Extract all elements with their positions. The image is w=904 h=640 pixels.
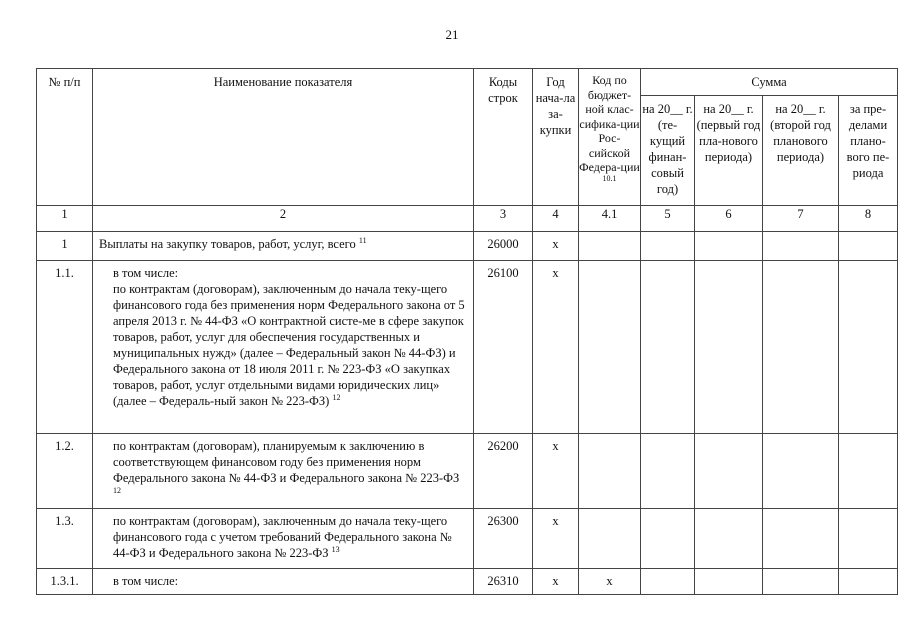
row-year: x: [533, 434, 579, 509]
sum-cell: [839, 232, 898, 261]
column-number: 4: [533, 206, 579, 232]
sum-cell: [641, 232, 695, 261]
row-number: 1.1.: [37, 261, 93, 434]
row-name-text: в том числе:: [113, 574, 179, 588]
row-name-text: в том числе: по контрактам (договорам), заключенным до начала теку-щего финансового года без применения норм Федерального закона от 5 апреля 2013 г. № 44-ФЗ «О контрактной систе-ме в сфере закупок товаров, работ, услуг для обеспечения государственных и муниципальных нужд» (далее – Федеральный закон № 44-ФЗ) и Федерального закона от 18 июля 2011 г. № 223-ФЗ «О закупках товаров, работ, услуг отдельными видами юридических лиц» (далее – Федераль-ный закон № 223-ФЗ): [113, 266, 465, 408]
header-col-year: Год нача-ла за-купки: [533, 69, 579, 206]
sum-cell: [641, 434, 695, 509]
row-footnote: 13: [331, 544, 340, 554]
row-year: x: [533, 261, 579, 434]
row-name: [93, 569, 474, 595]
sum-cell: [839, 261, 898, 434]
header-col-code: Коды строк: [474, 69, 533, 206]
row-name: [93, 434, 474, 509]
sum-cell: [695, 509, 763, 569]
page-number: 21: [445, 27, 459, 42]
column-number: 4.1: [579, 206, 641, 232]
row-code: 26200: [474, 434, 533, 509]
row-footnote: 12: [332, 392, 341, 402]
sum-cell: [695, 232, 763, 261]
column-number: 2: [93, 206, 474, 232]
sum-cell: [641, 509, 695, 569]
row-name-text: Выплаты на закупку товаров, работ, услуг, всего: [99, 237, 356, 251]
sum-cell: [763, 569, 839, 595]
header-sum-first-plan-year: на 20__ г. (первый год пла-нового периода): [695, 96, 763, 206]
row-footnote: 12: [113, 485, 121, 495]
sum-cell: [641, 569, 695, 595]
header-sum-current-year: на 20__ г. (те-кущий финан-совый год): [641, 96, 695, 206]
sum-cell: [695, 261, 763, 434]
row-kbk: x: [579, 569, 641, 595]
table-row: [37, 569, 898, 595]
row-number: 1.3.1.: [37, 569, 93, 595]
header-col-num: № п/п: [37, 69, 93, 206]
table-row: [37, 232, 898, 261]
row-code: 26100: [474, 261, 533, 434]
row-kbk: [579, 434, 641, 509]
row-name: [93, 261, 474, 434]
header-col-name: Наименование показателя: [93, 69, 474, 206]
sum-cell: [763, 509, 839, 569]
sum-cell: [839, 509, 898, 569]
row-code: 26310: [474, 569, 533, 595]
header-sum-second-plan-year: на 20__ г. (второй год планового периода): [763, 96, 839, 206]
row-kbk: [579, 509, 641, 569]
column-number: 5: [641, 206, 695, 232]
row-name-text: по контрактам (договорам), планируемым к заключению в соответствующем финансовом году без применения норм Федерального закона № 44-ФЗ и Федерального закона № 223-ФЗ: [113, 439, 460, 485]
header-row-top: [37, 69, 898, 96]
sum-cell: [641, 261, 695, 434]
column-numbers-row: [37, 206, 898, 232]
header-col-kbk-text: Код по бюджет-ной клас-сифика-ции Рос-сийской Федера-ции: [579, 73, 640, 174]
row-kbk: [579, 261, 641, 434]
sum-cell: [763, 434, 839, 509]
column-number: 7: [763, 206, 839, 232]
sum-cell: [839, 434, 898, 509]
header-col-kbk-note: 10.1: [602, 173, 617, 183]
sum-cell: [763, 232, 839, 261]
header-sum-beyond-plan: за пре-делами плано-вого пе-риода: [839, 96, 898, 206]
row-name-text: по контрактам (договорам), заключенным до начала теку-щего финансового года с учетом требований Федерального закона № 44-ФЗ и Федерального закона № 223-ФЗ: [113, 514, 452, 560]
table-row: [37, 434, 898, 509]
sum-cell: [695, 434, 763, 509]
row-kbk: [579, 232, 641, 261]
column-number: 3: [474, 206, 533, 232]
header-col-sum: Сумма: [641, 69, 898, 96]
expenditure-table: [36, 68, 898, 595]
table-row: [37, 261, 898, 434]
row-year: x: [533, 509, 579, 569]
table-row: [37, 509, 898, 569]
row-name: [93, 509, 474, 569]
column-number: 1: [37, 206, 93, 232]
header-col-kbk: [579, 69, 641, 206]
column-number: 8: [839, 206, 898, 232]
column-number: 6: [695, 206, 763, 232]
row-code: 26000: [474, 232, 533, 261]
sum-cell: [839, 569, 898, 595]
row-code: 26300: [474, 509, 533, 569]
row-year: x: [533, 569, 579, 595]
sum-cell: [763, 261, 839, 434]
sum-cell: [695, 569, 763, 595]
row-number: 1: [37, 232, 93, 261]
row-footnote: 11: [358, 235, 367, 245]
row-year: x: [533, 232, 579, 261]
row-name: [93, 232, 474, 261]
row-number: 1.2.: [37, 434, 93, 509]
row-number: 1.3.: [37, 509, 93, 569]
